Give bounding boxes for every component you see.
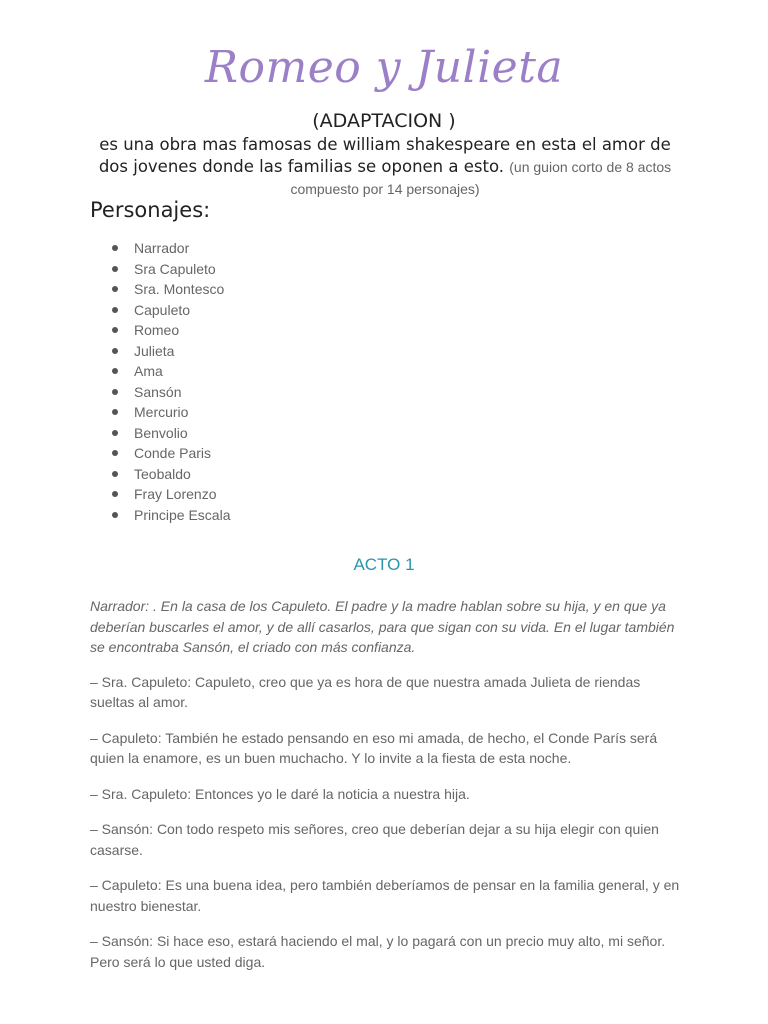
dialogue-line: – Sra. Capuleto: Entonces yo le daré la noticia a nuestra hija. bbox=[90, 785, 470, 802]
narration-paragraph: Narrador: . En la casa de los Capuleto. El padre y la madre hablan sobre su hija, y en que ya deberían buscarles el amor, y de allí casarlos, para que sigan con su vida. En el lugar también se encontraba Sansón, el criado con más confianza. bbox=[90, 598, 675, 655]
dialogue-line: – Sra. Capuleto: Capuleto, creo que ya es hora de que nuestra amada Julieta de riendas sueltas al amor. bbox=[90, 673, 641, 710]
list-item: Ama bbox=[110, 361, 231, 382]
act-heading: ACTO 1 bbox=[353, 555, 415, 574]
list-item: Benvolio bbox=[110, 423, 231, 444]
intro-paragraph bbox=[90, 134, 680, 200]
list-item: Sra. Montesco bbox=[110, 279, 231, 300]
document-title: Romeo y Julieta bbox=[204, 42, 564, 93]
intro-note: (un guion corto de 8 actos compuesto por 14 personajes) bbox=[290, 159, 672, 197]
list-item: Narrador bbox=[110, 238, 231, 259]
dialogue-line: – Capuleto: También he estado pensando en eso mi amada, de hecho, el Conde París será quien la enamore, es un buen muchacho. Y lo invite a la fiesta de esta noche. bbox=[90, 729, 658, 766]
list-item: Sra Capuleto bbox=[110, 259, 231, 280]
list-item: Mercurio bbox=[110, 402, 231, 423]
script-body bbox=[90, 596, 680, 987]
document-subtitle: (ADAPTACION ) bbox=[312, 110, 456, 132]
dialogue-line: – Capuleto: Es una buena idea, pero también deberíamos de pensar en la familia general, y en nuestro bienestar. bbox=[90, 877, 680, 914]
list-item: Teobaldo bbox=[110, 464, 231, 485]
characters-list bbox=[110, 238, 231, 525]
intro-main-text: es una obra mas famosas de william shakespeare en esta el amor de dos jovenes donde las familias se oponen a esto. bbox=[98, 135, 671, 176]
list-item: Principe Escala bbox=[110, 505, 231, 526]
list-item: Capuleto bbox=[110, 300, 231, 321]
list-item: Conde Paris bbox=[110, 443, 231, 464]
characters-heading: Personajes: bbox=[90, 198, 211, 222]
list-item: Sansón bbox=[110, 382, 231, 403]
list-item: Julieta bbox=[110, 341, 231, 362]
list-item: Romeo bbox=[110, 320, 231, 341]
list-item: Fray Lorenzo bbox=[110, 484, 231, 505]
dialogue-line: – Sansón: Si hace eso, estará haciendo el mal, y lo pagará con un precio muy alto, mi señor. Pero será lo que usted diga. bbox=[90, 933, 666, 970]
dialogue-line: – Sansón: Con todo respeto mis señores, creo que deberían dejar a su hija elegir con quien casarse. bbox=[90, 821, 659, 858]
